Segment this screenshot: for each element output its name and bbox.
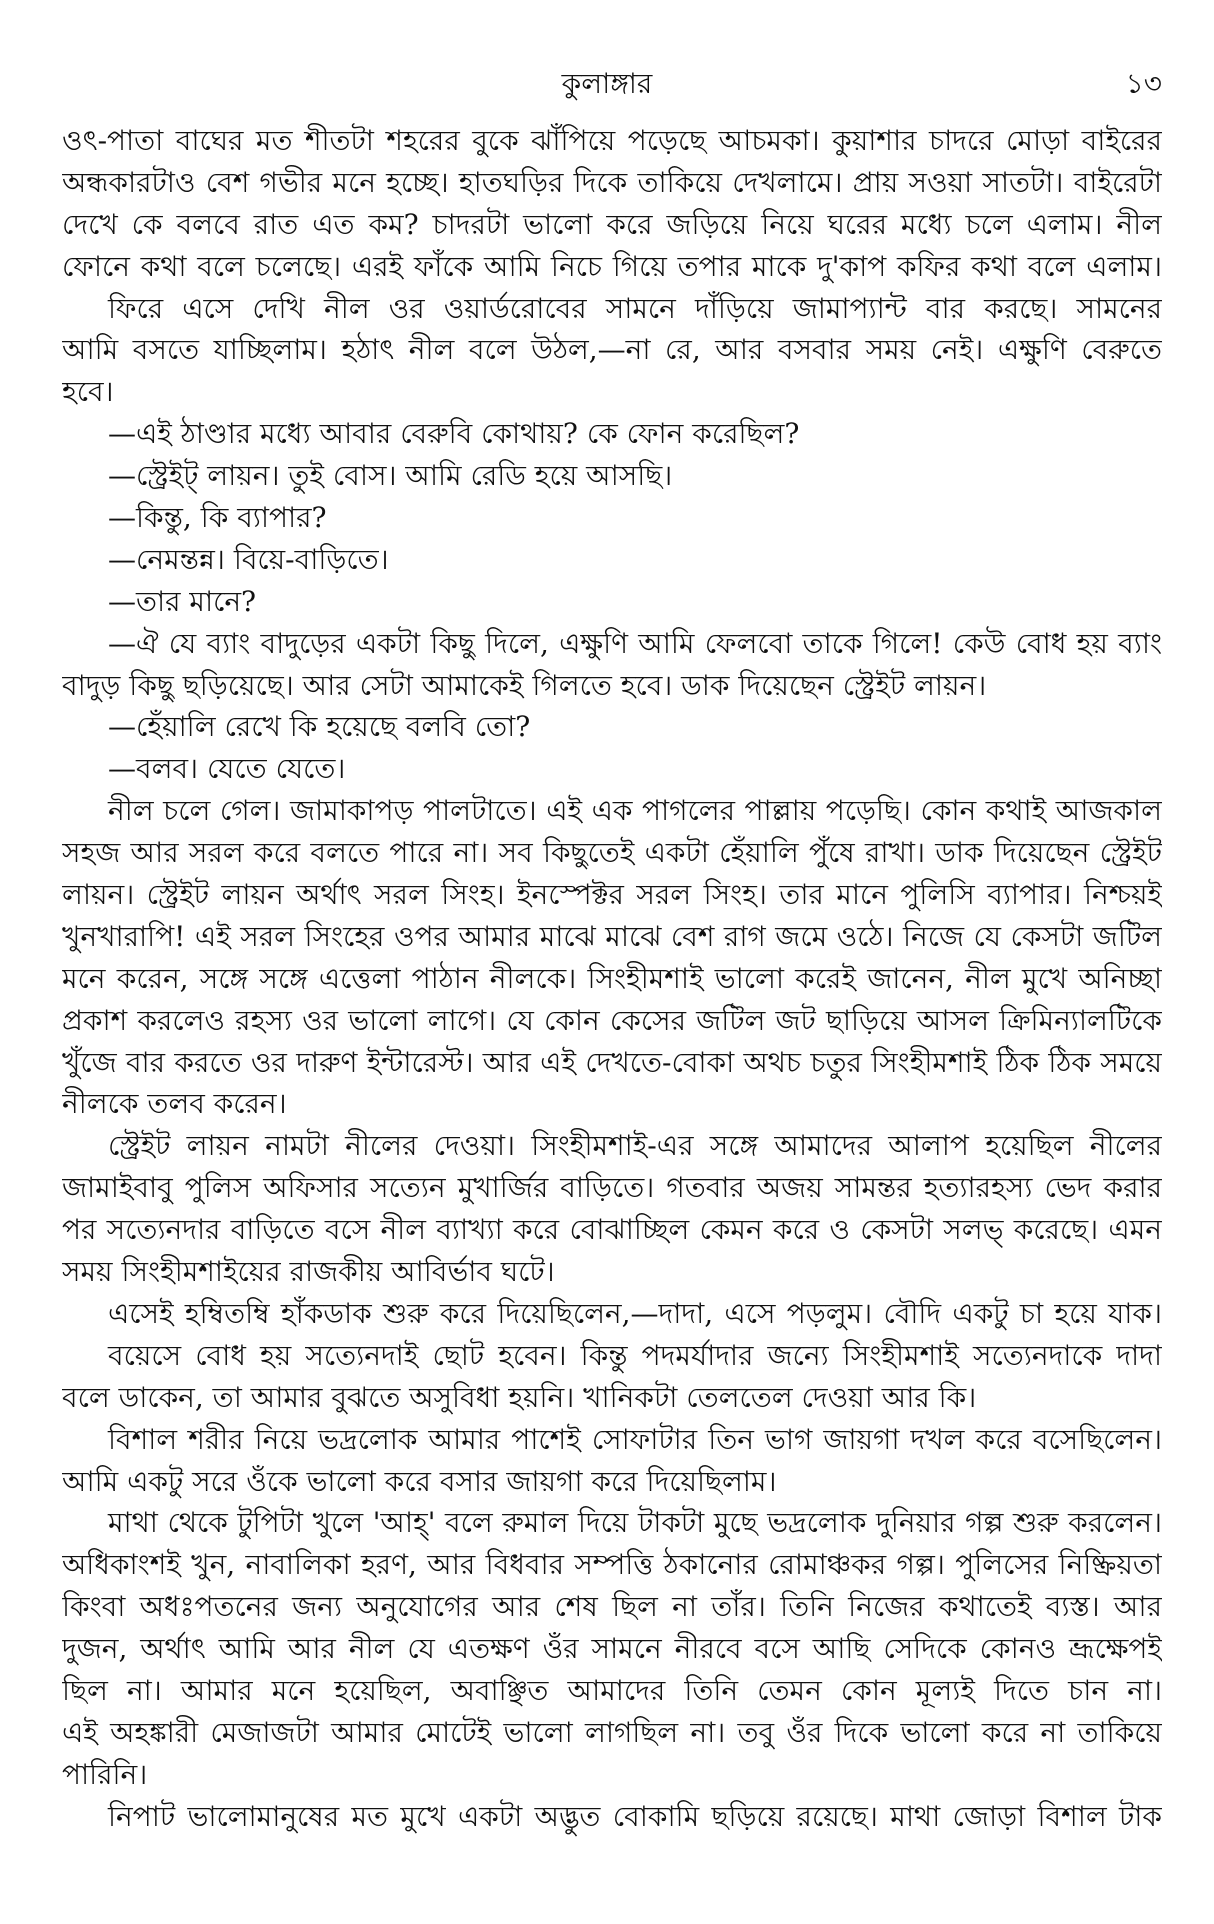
running-header bbox=[0, 62, 1214, 102]
text-line: ফোনে কথা বলে চলেছে। এরই ফাঁকে আমি নিচে গিয়ে তপার মাকে দু'কাপ কফির কথা বলে এলাম। bbox=[62, 249, 1162, 283]
text-line: অন্ধকারটাও বেশ গভীর মনে হচ্ছে। হাতঘড়ির দিকে তাকিয়ে দেখলামে। প্রায় সওয়া সাতটা। বাইরেটা bbox=[62, 165, 1162, 199]
text-line: বাদুড় কিছু ছড়িয়েছে। আর সেটা আমাকেই গিলতে হবে। ডাক দিয়েছেন স্ট্রেইট লায়ন। bbox=[62, 668, 987, 702]
text-line: পারিনি। bbox=[62, 1757, 148, 1791]
text-line: —ঐ যে ব্যাং বাদুড়ের একটা কিছু দিলে, এক্ষুণি আমি ফেলবো তাকে গিলে! কেউ বোধ হয় ব্যাং bbox=[108, 626, 1162, 660]
text-line: বলে ডাকেন, তা আমার বুঝতে অসুবিধা হয়নি। খানিকটা তেলতেল দেওয়া আর কি। bbox=[62, 1380, 977, 1414]
page-number: ১৩ bbox=[1125, 67, 1162, 100]
text-line: পর সত্যেনদার বাড়িতে বসে নীল ব্যাখ্যা করে বোঝাচ্ছিল কেমন করে ও কেসটা সলভ্ করেছে। এমন bbox=[62, 1213, 1162, 1247]
text-line: দুজন, অর্থাৎ আমি আর নীল যে এতক্ষণ ওঁর সামনে নীরবে বসে আছি সেদিকে কোনও ভ্রূক্ষেপই bbox=[62, 1632, 1162, 1666]
text-line: বিশাল শরীর নিয়ে ভদ্রলোক আমার পাশেই সোফাটার তিন ভাগ জায়গা দখল করে বসেছিলেন। bbox=[108, 1422, 1162, 1456]
text-line: আমি একটু সরে ওঁকে ভালো করে বসার জায়গা করে দিয়েছিলাম। bbox=[62, 1464, 777, 1498]
text-line: —বলব। যেতে যেতে। bbox=[108, 752, 346, 786]
text-line: নীলকে তলব করেন। bbox=[62, 1087, 287, 1121]
text-line: সহজ আর সরল করে বলতে পারে না। সব কিছুতেই একটা হেঁয়ালি পুঁষে রাখা। ডাক দিয়েছেন স্ট্রেইট bbox=[62, 836, 1162, 870]
text-line: আমি বসতে যাচ্ছিলাম। হঠাৎ নীল বলে উঠল,—না রে, আর বসবার সময় নেই। এক্ষুণি বেরুতে bbox=[62, 333, 1162, 367]
text-line: বয়েসে বোধ হয় সত্যেনদাই ছোট হবেন। কিন্তু পদমর্যাদার জন্যে সিংহীমশাই সত্যেনদাকে দাদা bbox=[108, 1338, 1162, 1372]
text-line: জামাইবাবু পুলিস অফিসার সত্যেন মুখার্জির বাড়িতে। গতবার অজয় সামন্তর হত্যারহস্য ভেদ করার bbox=[62, 1171, 1162, 1205]
text-line: নীল চলে গেল। জামাকাপড় পালটাতে। এই এক পাগলের পাল্লায় পড়েছি। কোন কথাই আজকাল bbox=[108, 794, 1162, 828]
text-line: নিপাট ভালোমানুষের মত মুখে একটা অদ্ভুত বোকামি ছড়িয়ে রয়েছে। মাথা জোড়া বিশাল টাক bbox=[108, 1799, 1162, 1833]
text-line: ওৎ-পাতা বাঘের মত শীতটা শহরের বুকে ঝাঁপিয়ে পড়েছে আচমকা। কুয়াশার চাদরে মোড়া বাইরের bbox=[62, 124, 1162, 157]
text-line: —নেমন্তন্ন। বিয়ে-বাড়িতে। bbox=[108, 542, 389, 576]
text-line: —কিন্তু, কি ব্যাপার? bbox=[108, 501, 327, 535]
text-line: অধিকাংশই খুন, নাবালিকা হরণ, আর বিধবার সম্পত্তি ঠকানোর রোমাঞ্চকর গল্প। পুলিসের নিষ্ক্রিয়তা bbox=[62, 1548, 1162, 1582]
text-line: লায়ন। স্ট্রেইট লায়ন অর্থাৎ সরল সিংহ। ইনস্পেক্টর সরল সিংহ। তার মানে পুলিসি ব্যাপার। নিশ্চয়ই bbox=[62, 878, 1162, 912]
text-line: মনে করেন, সঙ্গে সঙ্গে এত্তেলা পাঠান নীলকে। সিংহীমশাই ভালো করেই জানেন, নীল মুখে অনিচ্ছা bbox=[62, 961, 1162, 995]
text-line: —হেঁয়ালি রেখে কি হয়েছে বলবি তো? bbox=[108, 710, 531, 744]
text-line: হবে। bbox=[62, 375, 114, 409]
text-line: ছিল না। আমার মনে হয়েছিল, অবাঞ্ছিত আমাদের তিনি তেমন কোন মূল্যই দিতে চান না। bbox=[62, 1673, 1162, 1707]
text-line: সময় সিংহীমশাইয়ের রাজকীয় আবির্ভাব ঘটে। bbox=[62, 1255, 555, 1289]
text-line: স্ট্রেইট লায়ন নামটা নীলের দেওয়া। সিংহীমশাই-এর সঙ্গে আমাদের আলাপ হয়েছিল নীলের bbox=[108, 1129, 1162, 1163]
text-line: খুনখারাপি! এই সরল সিংহের ওপর আমার মাঝে মাঝে বেশ রাগ জমে ওঠে। নিজে যে কেসটা জটিল bbox=[62, 919, 1162, 953]
text-line: ফিরে এসে দেখি নীল ওর ওয়ার্ডরোবের সামনে দাঁড়িয়ে জামাপ্যান্ট বার করছে। সামনের bbox=[108, 291, 1162, 325]
page-body-text bbox=[62, 120, 1162, 1838]
text-line: —স্ট্রেইট্ লায়ন। তুই বোস। আমি রেডি হয়ে আসছি। bbox=[108, 459, 673, 493]
text-line: মাথা থেকে টুপিটা খুলে 'আহ্' বলে রুমাল দিয়ে টাকটা মুছে ভদ্রলোক দুনিয়ার গল্প শুরু করলেন। bbox=[108, 1506, 1162, 1540]
text-line: কিংবা অধঃপতনের জন্য অনুযোগের আর শেষ ছিল না তাঁর। তিনি নিজের কথাতেই ব্যস্ত। আর bbox=[62, 1590, 1162, 1624]
text-line: প্রকাশ করলেও রহস্য ওর ভালো লাগে। যে কোন কেসের জটিল জট ছাড়িয়ে আসল ক্রিমিন্যালটিকে bbox=[62, 1003, 1162, 1037]
chapter-title: কুলাঙ্গার bbox=[561, 67, 653, 100]
text-line: —তার মানে? bbox=[108, 584, 257, 618]
text-line: —এই ঠাণ্ডার মধ্যে আবার বেরুবি কোথায়? কে ফোন করেছিল? bbox=[108, 417, 800, 451]
text-line: দেখে কে বলবে রাত এত কম? চাদরটা ভালো করে জড়িয়ে নিয়ে ঘরের মধ্যে চলে এলাম। নীল bbox=[62, 207, 1162, 241]
text-line: এসেই হম্বিতম্বি হাঁকডাক শুরু করে দিয়েছিলেন,—দাদা, এসে পড়লুম। বৌদি একটু চা হয়ে যাক। bbox=[108, 1296, 1162, 1330]
text-line: এই অহঙ্কারী মেজাজটা আমার মোটেই ভালো লাগছিল না। তবু ওঁর দিকে ভালো করে না তাকিয়ে bbox=[62, 1715, 1162, 1749]
text-line: খুঁজে বার করতে ওর দারুণ ইন্টারেস্ট। আর এই দেখতে-বোকা অথচ চতুর সিংহীমশাই ঠিক ঠিক সময়ে bbox=[62, 1045, 1162, 1079]
